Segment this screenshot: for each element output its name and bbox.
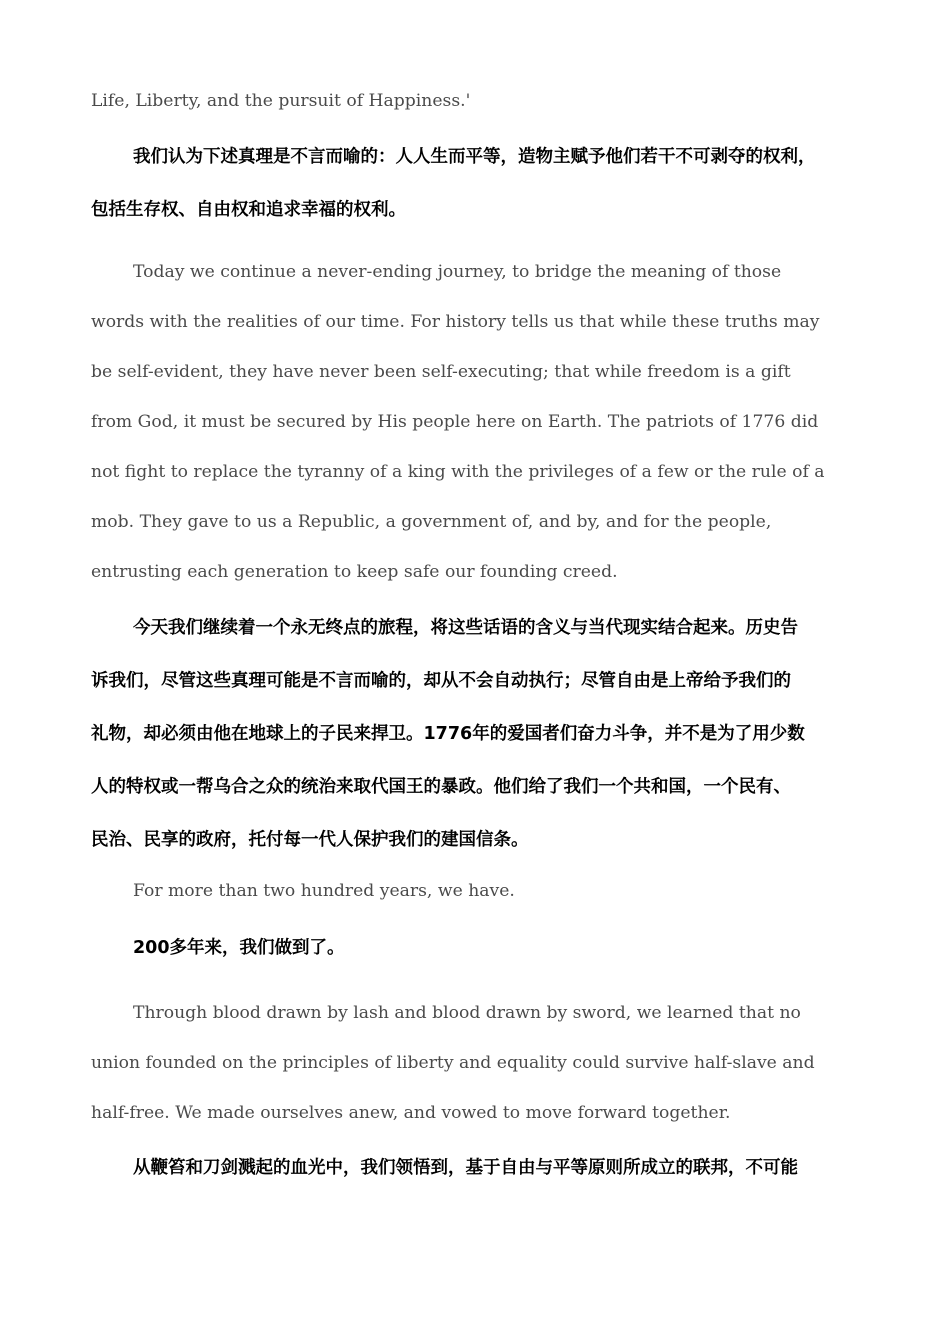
text-line: be self-evident, they have never been self-executing; that while freedom is a gift (91, 362, 791, 382)
text-line: 今天我们继续着一个永无终点的旅程，将这些话语的含义与当代现实结合起来。历史告 (133, 618, 798, 638)
paragraph-text (91, 988, 871, 1138)
paragraph-text: Life, Liberty, and the pursuit of Happiness.' (91, 91, 471, 111)
paragraph-text (91, 602, 871, 867)
text-line: words with the realities of our time. For history tells us that while these truths may (91, 312, 820, 332)
paragraph-text: 200多年来，我们做到了。 (133, 938, 345, 958)
paragraph-text (91, 131, 871, 237)
paragraph-chinese-7 (91, 1142, 871, 1195)
text-line: mob. They gave to us a Republic, a government of, and by, and for the people, (91, 512, 772, 532)
paragraph-english-6 (91, 988, 871, 1138)
text-line: Today we continue a never-ending journey, to bridge the meaning of those (133, 262, 782, 282)
paragraph-chinese-5 (91, 922, 871, 975)
text-line: 诉我们，尽管这些真理可能是不言而喻的，却从不会自动执行；尽管自由是上帝给予我们的 (91, 671, 791, 691)
text-line: entrusting each generation to keep safe our founding creed. (91, 562, 618, 582)
paragraph-chinese-3 (91, 602, 871, 867)
text-line: from God, it must be secured by His people here on Earth. The patriots of 1776 did (91, 412, 819, 432)
paragraph-english-2 (91, 247, 871, 597)
text-line: Through blood drawn by lash and blood drawn by sword, we learned that no (133, 1003, 801, 1023)
text-line: 人的特权或一帮乌合之众的统治来取代国王的暴政。他们给了我们一个共和国，一个民有、 (91, 777, 791, 797)
text-line: 礼物，却必须由他在地球上的子民来捍卫。1776年的爱国者们奋力斗争，并不是为了用少数 (91, 724, 805, 744)
paragraph-text: For more than two hundred years, we have. (133, 881, 515, 901)
paragraph-english-4 (91, 866, 871, 916)
text-line: 包括生存权、自由权和追求幸福的权利。 (91, 200, 406, 220)
text-line: union founded on the principles of liberty and equality could survive half-slave and (91, 1053, 815, 1073)
paragraph-text (91, 247, 871, 597)
paragraph-text: 从鞭笞和刀剑溅起的血光中，我们领悟到，基于自由与平等原则所成立的联邦，不可能 (133, 1158, 798, 1178)
paragraph-english-0 (91, 76, 871, 126)
text-line: 民治、民享的政府，托付每一代人保护我们的建国信条。 (91, 830, 529, 850)
text-line: 我们认为下述真理是不言而喻的：人人生而平等，造物主赋予他们若干不可剥夺的权利， (133, 147, 816, 167)
paragraph-chinese-1 (91, 131, 871, 237)
text-line: half-free. We made ourselves anew, and vowed to move forward together. (91, 1103, 731, 1123)
text-line: not fight to replace the tyranny of a king with the privileges of a few or the rule of a (91, 462, 825, 482)
